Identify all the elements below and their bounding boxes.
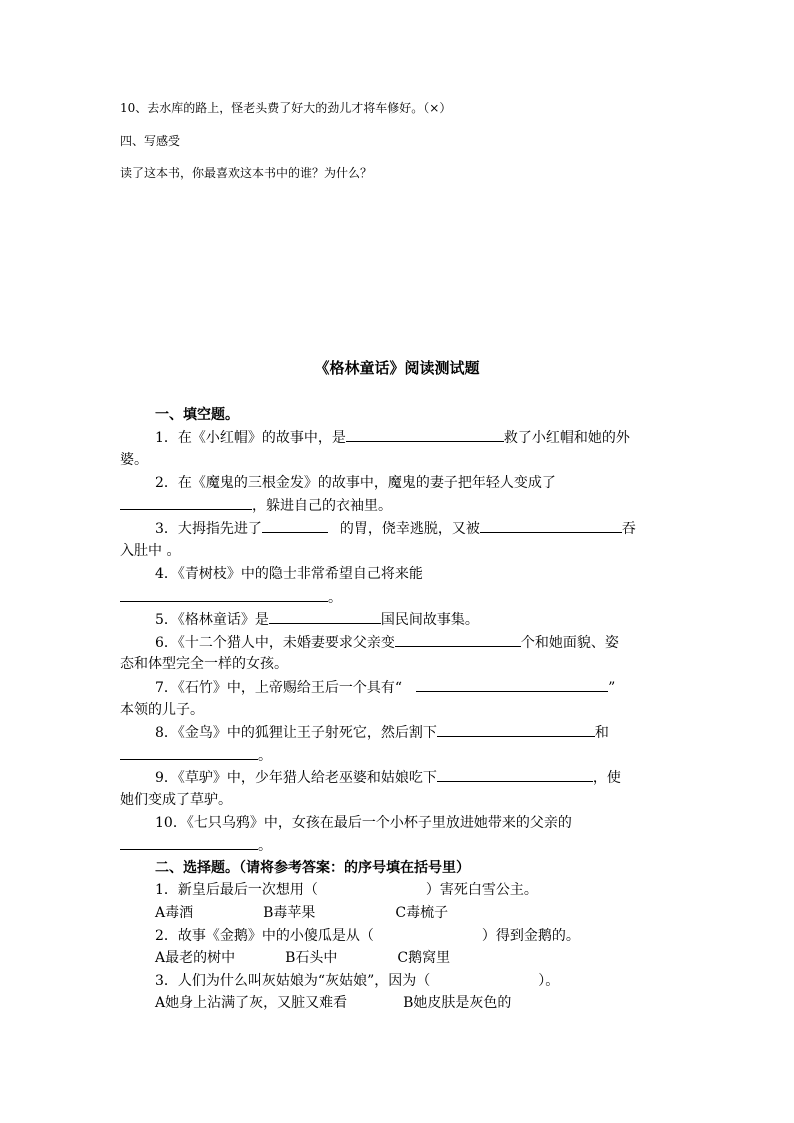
fill-item-9-text-b: ，使	[592, 770, 621, 786]
option-c: C毒梳子	[395, 905, 449, 921]
fill-item-5-text-b: 国民间故事集。	[380, 612, 479, 628]
choice-item-2-text-a: 2．故事《金鹅》中的小傻瓜是从（	[155, 928, 374, 944]
fill-item-3-text-b: 的胃，侥幸逃脱，又被	[339, 521, 480, 537]
fill-item-10-text-b: 。	[258, 838, 272, 854]
choice-item-1-options	[155, 903, 448, 923]
option-b: B她皮肤是灰色的	[403, 995, 512, 1011]
fill-item-6-text-b: 个和她面貌、姿	[520, 635, 619, 651]
fill-item-3	[155, 518, 636, 539]
choice-item-2-options	[155, 948, 450, 968]
fill-item-2-text-b: ，躲进自己的衣袖里。	[252, 498, 392, 514]
fill-item-1-text-b: 救了小红帽和她的外	[503, 430, 630, 446]
fill-item-8-text-b: 和	[594, 725, 609, 741]
option-a: A最老的树中	[155, 950, 236, 966]
fill-item-4: 4．《青树枝》中的隐士非常希望自己将来能	[155, 566, 423, 582]
fill-item-6	[155, 632, 619, 653]
choice-item-3-options	[155, 993, 511, 1013]
answer-blank[interactable]	[120, 745, 258, 760]
fill-item-7-cont: 本领的儿子。	[120, 702, 204, 718]
fill-item-1-cont: 婆。	[120, 452, 148, 468]
fill-item-10-cont	[120, 835, 272, 856]
fill-item-4-cont	[120, 587, 342, 608]
fill-item-2: 2．在《魔鬼的三根金发》的故事中，魔鬼的妻子把年轻人变成了	[155, 475, 556, 491]
option-b: B石头中	[285, 950, 338, 966]
fill-item-10: 10．《七只乌鸦》中，女孩在最后一个小杯子里放进她带来的父亲的	[155, 815, 572, 831]
choice-item-1-text-b: ）害死白雪公主。	[425, 882, 538, 898]
answer-blank[interactable]	[262, 518, 328, 533]
fill-item-6-text-a: 6．《十二个猎人中，未婚妻要求父亲变	[155, 635, 395, 651]
fill-item-7-text-b: ”	[608, 680, 616, 696]
fill-item-3-cont: 入肚中 。	[120, 543, 181, 559]
fill-item-5-text-a: 5．《格林童话》是	[155, 612, 269, 628]
fill-item-4-text-b: 。	[328, 590, 342, 606]
answer-blank[interactable]	[395, 632, 521, 647]
option-c: C鹅窝里	[397, 950, 451, 966]
section-heading-multiple-choice: 二、选择题。（请将参考答案：的序号填在括号里）	[155, 860, 470, 876]
fill-item-7	[155, 677, 615, 698]
choice-item-3-text-b: ）。	[538, 973, 560, 989]
true-false-item-10: 10、去水库的路上，怪老头费了好大的劲儿才将车修好。（×）	[120, 101, 452, 115]
choice-item-1	[155, 880, 538, 900]
fill-item-3-text-a: 3．大拇指先进了	[155, 521, 262, 537]
option-a: A她身上沾满了灰，又脏又难看	[155, 995, 348, 1011]
writing-prompt: 读了这本书，你最喜欢这本书中的谁？为什么？	[120, 166, 373, 180]
fill-item-7-text-a: 7．《石竹》中，上帝赐给王后一个具有“	[155, 680, 403, 696]
fill-item-8-text-a: 8．《金鸟》中的狐狸让王子射死它，然后割下	[155, 725, 437, 741]
answer-blank[interactable]	[120, 835, 258, 850]
fill-item-3-text-c: 吞	[621, 521, 636, 537]
choice-item-3	[155, 971, 559, 991]
option-b: B毒苹果	[263, 905, 316, 921]
choice-item-1-text-a: 1．新皇后最后一次想用（	[155, 882, 318, 898]
answer-blank[interactable]	[120, 495, 252, 510]
section-heading-fill-blanks: 一、填空题。	[155, 407, 239, 423]
page-title: 《格林童话》阅读测试题	[314, 359, 480, 377]
answer-blank[interactable]	[269, 609, 381, 624]
fill-item-1	[155, 427, 630, 448]
fill-item-8-text-c: 。	[258, 748, 272, 764]
fill-item-6-cont: 态和体型完全一样的女孩。	[120, 656, 288, 672]
answer-blank[interactable]	[480, 518, 622, 533]
answer-blank[interactable]	[437, 767, 593, 782]
choice-item-2-text-b: ）得到金鹅的。	[481, 928, 580, 944]
option-a: A毒酒	[155, 905, 194, 921]
fill-item-1-text-a: 1．在《小红帽》的故事中，是	[155, 430, 346, 446]
fill-item-8	[155, 722, 609, 743]
fill-item-9-text-a: 9．《草驴》中，少年猎人给老巫婆和姑娘吃下	[155, 770, 437, 786]
answer-blank[interactable]	[346, 427, 504, 442]
answer-blank[interactable]	[437, 722, 595, 737]
choice-item-3-text-a: 3．人们为什么叫灰姑娘为“灰姑娘”，因为（	[155, 973, 431, 989]
fill-item-2-cont	[120, 495, 392, 516]
fill-item-8-cont	[120, 745, 272, 766]
fill-item-9	[155, 767, 621, 788]
fill-item-9-cont: 她们变成了草驴。	[120, 792, 232, 808]
fill-item-5	[155, 609, 479, 630]
answer-blank[interactable]	[120, 587, 328, 602]
choice-item-2	[155, 926, 580, 946]
section-heading-write-feelings: 四、写感受	[120, 134, 181, 148]
answer-blank[interactable]	[416, 677, 608, 692]
